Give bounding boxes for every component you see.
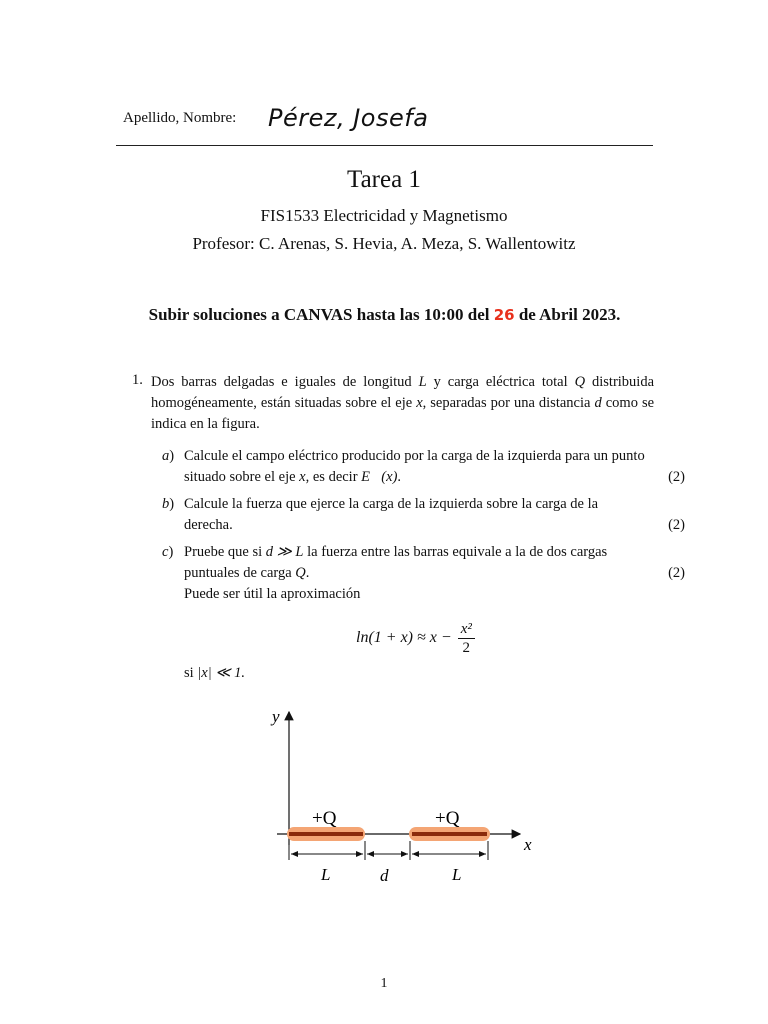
problem-text: Dos barras delgadas e iguales de longitud bbox=[151, 374, 412, 390]
hint-text: Puede ser útil la aproximación bbox=[184, 586, 361, 602]
x-axis-label: x bbox=[524, 835, 532, 854]
page-number: 1 bbox=[380, 976, 388, 991]
math-d: d bbox=[594, 395, 602, 411]
header-divider bbox=[116, 145, 653, 146]
problem-number: 1. bbox=[132, 372, 143, 388]
points-value: (2) bbox=[668, 565, 685, 581]
subquestion-letter: a) bbox=[162, 448, 175, 464]
deadline-text-before: Subir soluciones a CANVAS hasta las 10:00 del bbox=[148, 305, 490, 324]
approximation-condition: si |x| ≪ 1. bbox=[184, 665, 246, 681]
subquestion-text: Pruebe que si d ≫ L la fuerza entre las barras equivale a la de dos cargas puntuales de carga Q. Puede ser útil la aproximación bbox=[184, 544, 608, 602]
right-charge-label: +Q bbox=[435, 808, 460, 829]
subquestion-text: Calcule el campo eléctrico producido por la carga de la izquierda para un punto situado sobre el eje x, es decir E⃗(x). bbox=[184, 448, 645, 485]
dim-label-mid: d bbox=[380, 866, 389, 885]
math-x: x bbox=[416, 395, 423, 411]
course-name: FIS1533 Electricidad y Magnetismo bbox=[260, 206, 508, 225]
rods-figure bbox=[262, 700, 552, 890]
approximation-formula bbox=[356, 620, 475, 657]
subquestion-text: Calcule la fuerza que ejerce la carga de la izquierda sobre la carga de la derecha. bbox=[184, 496, 599, 533]
problem-text: como se indica en la figura. bbox=[151, 395, 655, 432]
dim-label-right: L bbox=[452, 865, 462, 884]
math-L: L bbox=[418, 374, 427, 390]
problem-text: distribuida homogéneamente, están situadas sobre el eje bbox=[151, 374, 655, 411]
subquestion-b bbox=[150, 494, 685, 538]
handwritten-name: Pérez, Josefa bbox=[268, 104, 429, 132]
math-Q: Q bbox=[574, 374, 586, 390]
points-value: (2) bbox=[668, 469, 685, 485]
subquestion-letter: c) bbox=[162, 544, 174, 560]
subquestion-letter: b) bbox=[162, 496, 175, 512]
y-axis-label: y bbox=[272, 707, 280, 726]
deadline-notice bbox=[116, 303, 653, 327]
page-title: Tarea 1 bbox=[347, 166, 421, 193]
points-value: (2) bbox=[668, 517, 685, 533]
name-label: Apellido, Nombre: bbox=[123, 110, 237, 126]
dim-label-left: L bbox=[321, 865, 331, 884]
subquestion-a bbox=[150, 446, 685, 490]
deadline-day: 26 bbox=[493, 306, 515, 324]
professors-line: Profesor: C. Arenas, S. Hevia, A. Meza, S. Wallentowitz bbox=[192, 234, 576, 253]
problem-text: y carga eléctrica total bbox=[433, 374, 568, 390]
formula-fraction: $\frac{\text{x²}}{2}$ bbox=[458, 620, 475, 657]
problem-text: , separadas por una distancia bbox=[422, 395, 591, 411]
deadline-text-after: de Abril 2023. bbox=[518, 305, 621, 324]
formula-left: ln(1 + x) ≈ x − bbox=[356, 629, 452, 647]
subquestion-c bbox=[150, 542, 685, 606]
problem-statement bbox=[151, 372, 654, 435]
left-charge-label: +Q bbox=[312, 808, 337, 829]
